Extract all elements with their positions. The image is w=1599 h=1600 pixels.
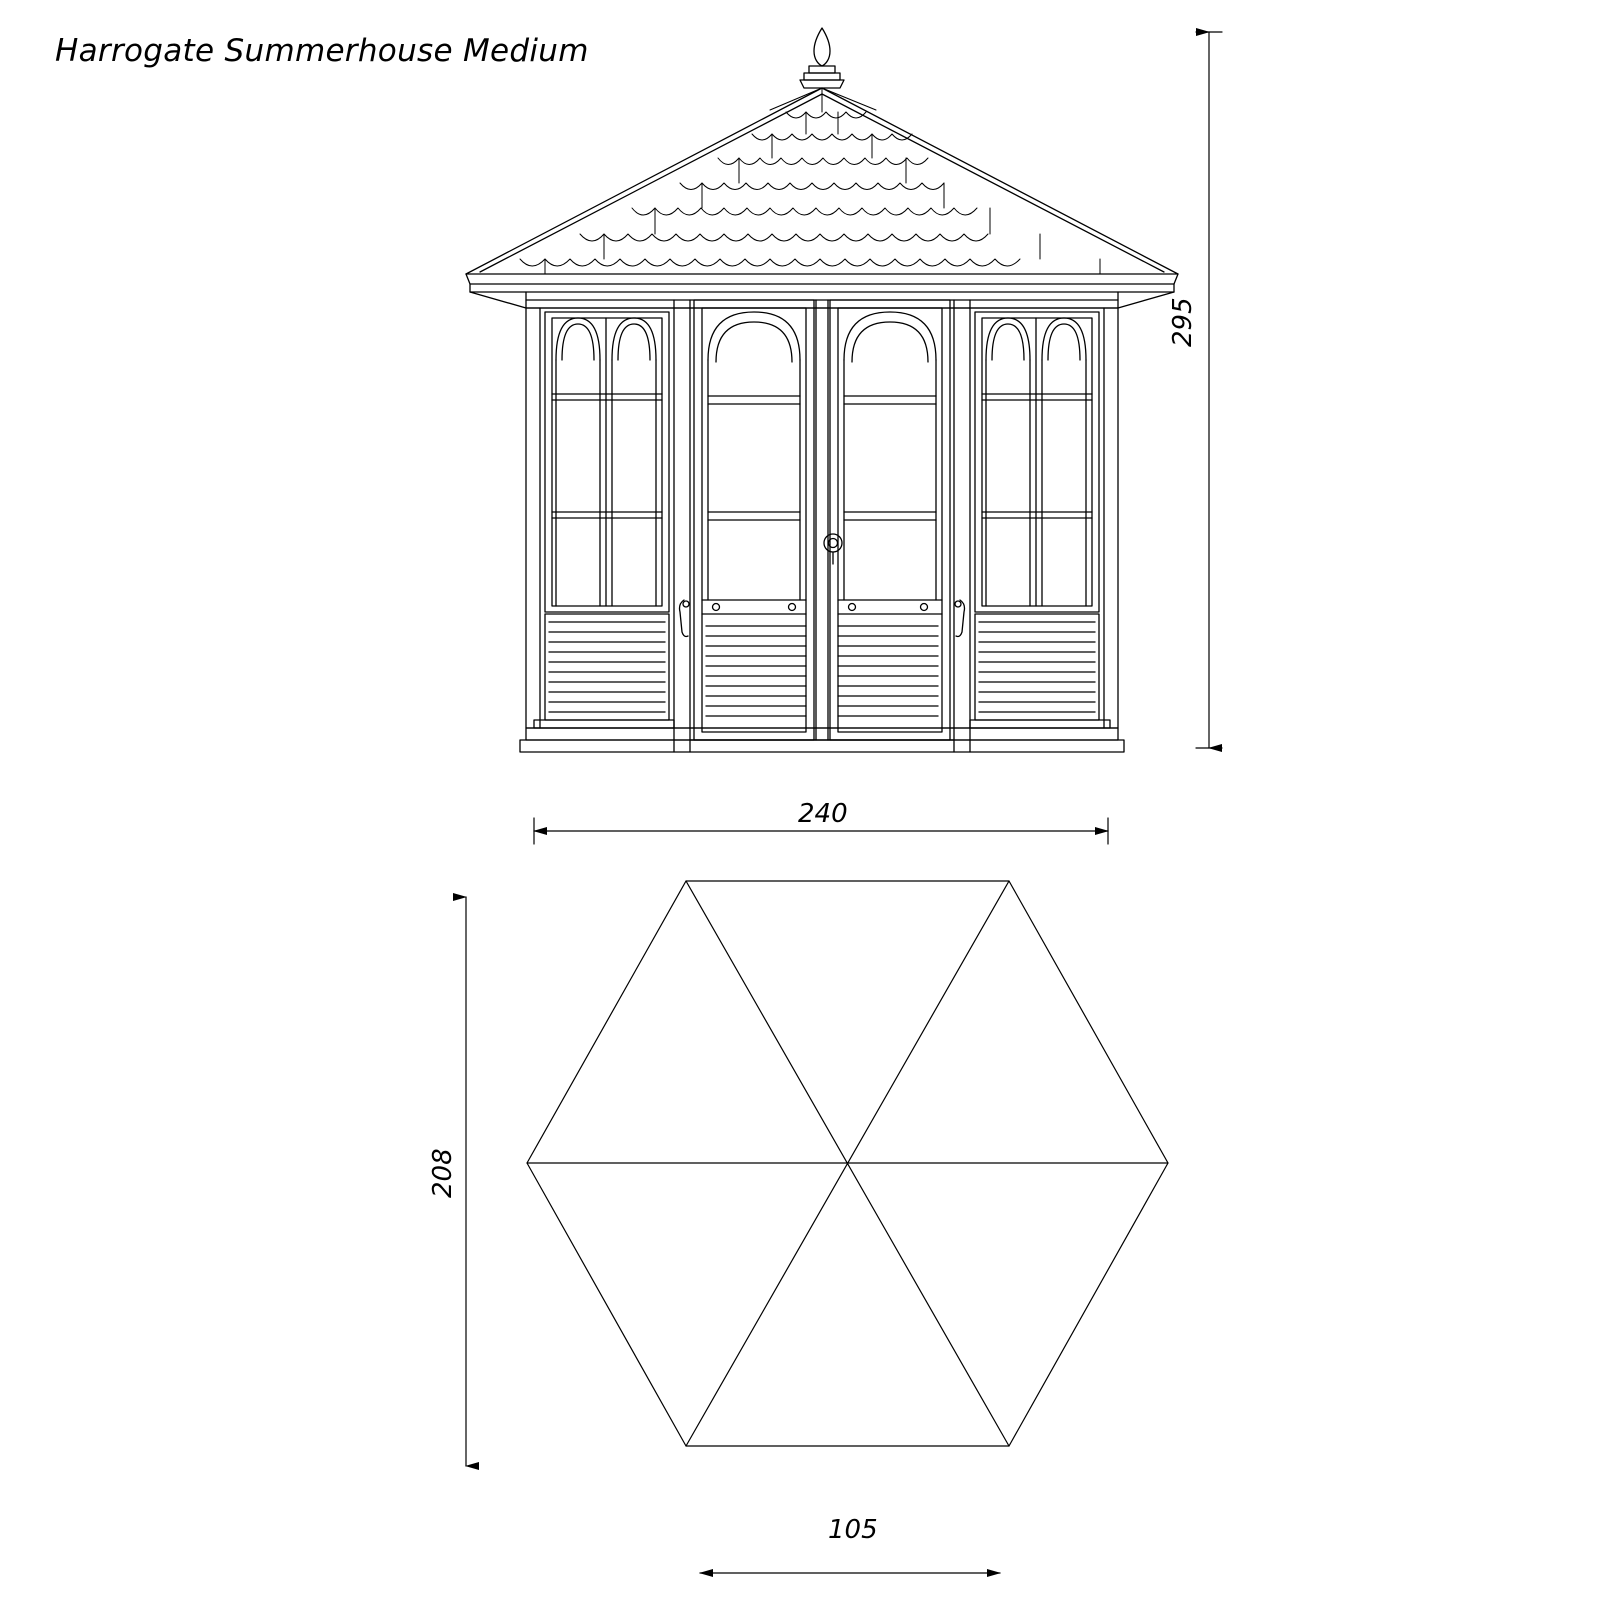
roof-shingles	[520, 88, 1100, 274]
page-title: Harrogate Summerhouse Medium	[55, 33, 589, 69]
cladding-right	[975, 614, 1099, 720]
door-right	[824, 300, 965, 740]
window-right	[975, 312, 1099, 612]
door-handle-right	[955, 600, 965, 637]
front-elevation-view	[466, 28, 1178, 752]
base-plinth	[520, 720, 1124, 752]
door-handle-left	[680, 600, 690, 637]
window-left	[545, 312, 669, 612]
dimension-label-depth: 208	[428, 1148, 458, 1198]
roof-finial	[800, 28, 844, 88]
dimension-line-height	[1196, 32, 1222, 748]
dimension-label-height: 295	[1168, 297, 1198, 347]
cladding-door-left	[706, 626, 806, 716]
dimension-label-front-facet: 105	[828, 1515, 878, 1545]
dimension-label-width: 240	[798, 799, 848, 829]
eaves-fascia	[470, 292, 1174, 308]
plan-view-hexagon	[527, 881, 1168, 1446]
cladding-left	[545, 614, 669, 720]
dimension-line-width	[534, 818, 1108, 844]
door-left	[680, 300, 815, 740]
wall-frame	[526, 300, 1118, 752]
cladding-door-right	[838, 626, 938, 716]
door-lock-handle	[824, 534, 842, 564]
